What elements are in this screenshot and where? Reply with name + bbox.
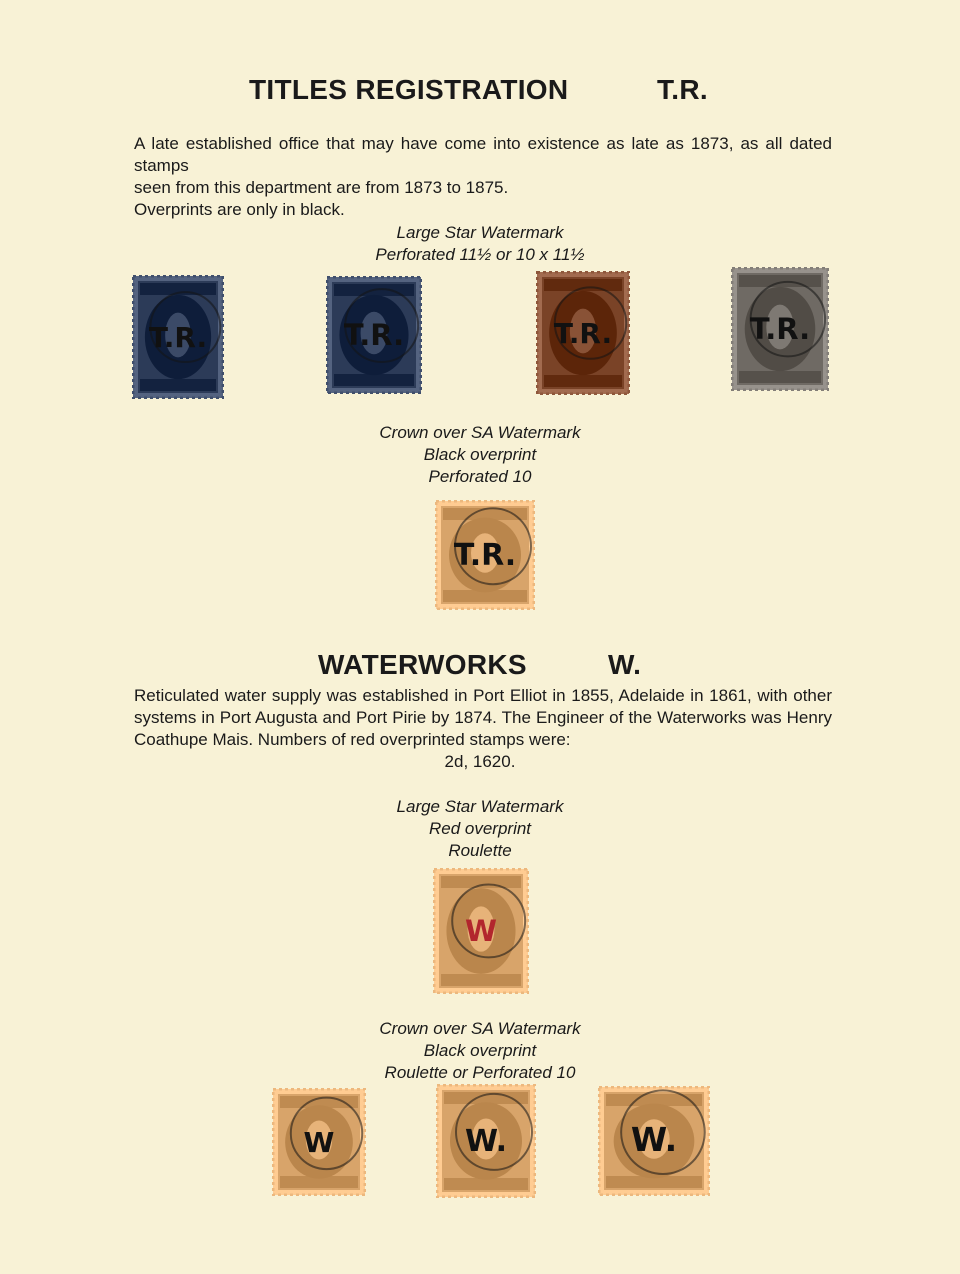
description-line: seen from this department are from 1873 to 1875. <box>134 178 509 197</box>
caption-line: Black overprint <box>423 1041 537 1060</box>
stamp-w-black-2 <box>436 1084 536 1198</box>
section-description-w <box>134 685 832 751</box>
stamp-tr-orange <box>435 500 535 610</box>
stamp-overprint: T.R. <box>553 317 613 350</box>
stamp-w-red-overprint <box>433 868 529 994</box>
stamp-bottom-band <box>739 371 821 383</box>
stamp-tr-grey-four-pence <box>731 267 829 391</box>
stamp-bottom-band <box>544 375 622 387</box>
caption-line: Large Star Watermark <box>396 797 564 816</box>
stamp-tr-blue-six-pence <box>132 275 224 399</box>
stamp-overprint: W. <box>630 1120 678 1159</box>
caption-line: Black overprint <box>423 445 537 464</box>
description-line: systems in Port Augusta and Port Pirie by 1874. The Engineer of the Waterworks was Henry <box>134 708 832 727</box>
stamp-bottom-band <box>444 1178 528 1190</box>
caption-line: Crown over SA Watermark <box>379 423 581 442</box>
caption-tr-group1 <box>0 222 960 266</box>
stamp-tr-blue-six-pence-2 <box>326 276 422 394</box>
section-code-w: W. <box>608 649 642 680</box>
stamp-picture <box>731 267 829 391</box>
stamp-w-black-1 <box>272 1088 366 1196</box>
description-line: Reticulated water supply was established in Port Elliot in 1855, Adelaide in 1861, with other <box>134 686 832 705</box>
section-title-waterworks: WATERWORKS <box>318 649 527 680</box>
stamp-picture <box>435 500 535 610</box>
stamp-overprint: T.R. <box>148 321 208 354</box>
stamp-tr-brown <box>536 271 630 395</box>
stamp-picture <box>326 276 422 394</box>
stamp-overprint: W <box>465 914 497 948</box>
section-title-titles-registration: TITLES REGISTRATION <box>249 74 569 105</box>
description-line: A late established office that may have come into existence as late as 1873, as all dated stamps <box>134 134 832 175</box>
stamp-picture <box>132 275 224 399</box>
stamp-top-band <box>544 279 622 291</box>
caption-line: Roulette or Perforated 10 <box>384 1063 576 1082</box>
section-code-tr: T.R. <box>657 74 708 105</box>
description-line: Overprints are only in black. <box>134 200 345 219</box>
description-line: Coathupe Mais. Numbers of red overprinted stamps were: <box>134 730 571 749</box>
caption-line: Perforated 10 <box>428 467 532 486</box>
stamp-top-band <box>739 275 821 287</box>
stamp-overprint: T.R. <box>453 538 517 573</box>
stamp-picture <box>536 271 630 395</box>
caption-line: Roulette <box>448 841 512 860</box>
red-overprint-count: 2d, 1620. <box>444 752 516 771</box>
stamp-overprint: T.R. <box>749 312 811 346</box>
caption-line: Crown over SA Watermark <box>379 1019 581 1038</box>
stamp-overprint: W <box>303 1126 335 1159</box>
stamp-picture <box>436 1084 536 1198</box>
caption-line: Large Star Watermark <box>396 223 564 242</box>
section-description-tr <box>134 133 832 221</box>
stamp-picture <box>598 1086 710 1196</box>
caption-w-group1 <box>0 796 960 862</box>
caption-tr-group2 <box>0 422 960 488</box>
caption-line: Red overprint <box>428 819 532 838</box>
stamp-picture <box>272 1088 366 1196</box>
caption-line: Perforated 11½ or 10 x 11½ <box>375 245 585 264</box>
stamp-bottom-band <box>334 374 414 386</box>
stamp-overprint: T.R. <box>343 318 405 352</box>
stamp-bottom-band <box>441 974 521 986</box>
stamp-overprint: W. <box>464 1124 508 1159</box>
caption-w-group2 <box>0 1018 960 1084</box>
stamp-w-black-3 <box>598 1086 710 1196</box>
stamp-picture <box>433 868 529 994</box>
stamp-bottom-band <box>140 379 216 391</box>
